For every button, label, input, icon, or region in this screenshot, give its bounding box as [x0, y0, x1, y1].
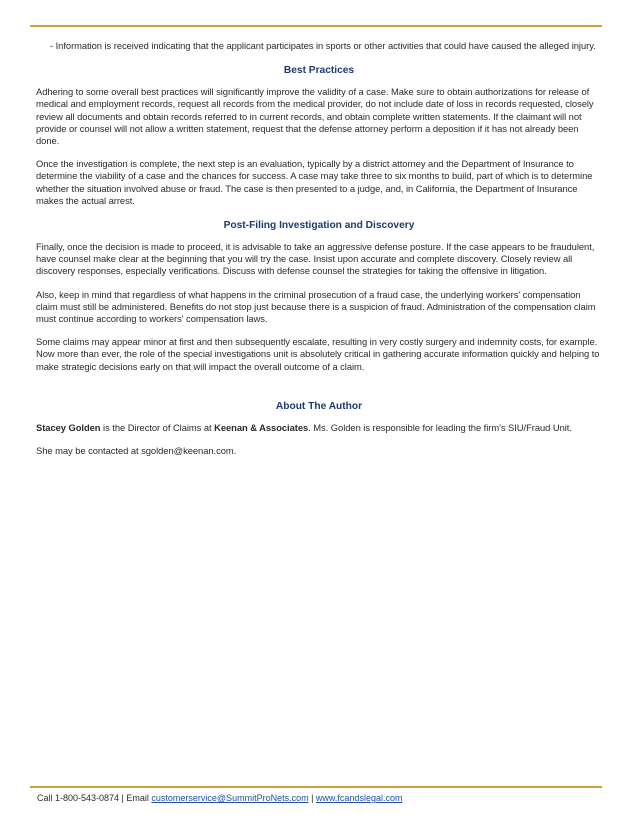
best-practices-paragraph-1: Adhering to some overall best practices will significantly improve the validity of a case. Make sure to obtain authorizations for release of medical and employment records, request all records from the medical provider, do not include date of loss in records requested, closely review all documents and obtain records referred to in current records, and obtain complete written statements. If the claimant will not provide or counsel will not allow a written statement, request that the defense attorney perform a deposition if it has not already been done.: [36, 86, 594, 147]
footer-website-link[interactable]: www.fcandslegal.com: [315, 793, 403, 803]
bottom-divider: [30, 786, 602, 788]
author-name: Stacey Golden: [36, 421, 101, 433]
author-bio: [36, 422, 602, 434]
best-practices-paragraph-2: Once the investigation is complete, the next step is an evaluation, typically by a district attorney and the Department of Insurance to determine the viability of a case and the chances for success. A case may take three to six months to build, part of which is to determine whether the situation involved abuse or fraud. The case is then presented to a judge, and, in California, the Department of Insurance makes the actual arrest.: [36, 158, 593, 206]
author-bio-text-end: . Ms. Golden is responsible for leading the firm's SIU/Fraud Unit.: [308, 421, 572, 433]
post-filing-paragraph-2: Also, keep in mind that regardless of what happens in the criminal prosecution of a fraud case, the underlying workers' compensation claim must still be administered. Benefits do not stop just because there is a suspicion of fraud. Administration of the compensation claim must continue according to workers' compensation laws.: [36, 288, 596, 325]
post-filing-paragraph-3: Some claims may appear minor at first and then subsequently escalate, resulting in very costly surgery and indemnity costs, for example. Now more than ever, the role of the special investigations unit is absolutely critical in gathering accurate information quickly and helping to make strategic decisions early on that will impact the overall outcome of a claim.: [36, 336, 600, 372]
post-filing-paragraph-1: Finally, once the decision is made to proceed, it is advisable to take an aggressive defense posture. If the case appears to be fraudulent, have counsel make clear at the beginning that you will try the case. Insist upon accurate and complete discovery. Closely review all discovery responses, especially verifications. Discuss with defense counsel the strategies for taking the offensive in litigation.: [36, 241, 595, 277]
post-filing-section: [36, 219, 602, 373]
footer-separator: |: [308, 793, 316, 803]
document-body: [36, 40, 602, 457]
author-company: Keenan & Associates: [214, 421, 309, 433]
best-practices-section: [36, 64, 602, 207]
post-filing-heading: Post-Filing Investigation and Discovery: [223, 220, 415, 232]
author-contact: She may be contacted at sgolden@keenan.com.: [36, 445, 237, 457]
page-footer: [37, 793, 402, 804]
top-divider: [30, 25, 602, 27]
continued-bullet-item: - Information is received indicating that the applicant participates in sports or other activities that could have caused the alleged injury.: [50, 40, 596, 51]
about-author-heading: About The Author: [275, 400, 363, 412]
footer-call-text: Call 1-800-543-0874 | Email: [37, 793, 152, 803]
footer-email-link[interactable]: customerservice@SummitProNets.com: [151, 793, 309, 803]
about-author-section: [36, 400, 602, 457]
best-practices-heading: Best Practices: [283, 65, 355, 77]
author-bio-text: is the Director of Claims at: [100, 421, 215, 433]
